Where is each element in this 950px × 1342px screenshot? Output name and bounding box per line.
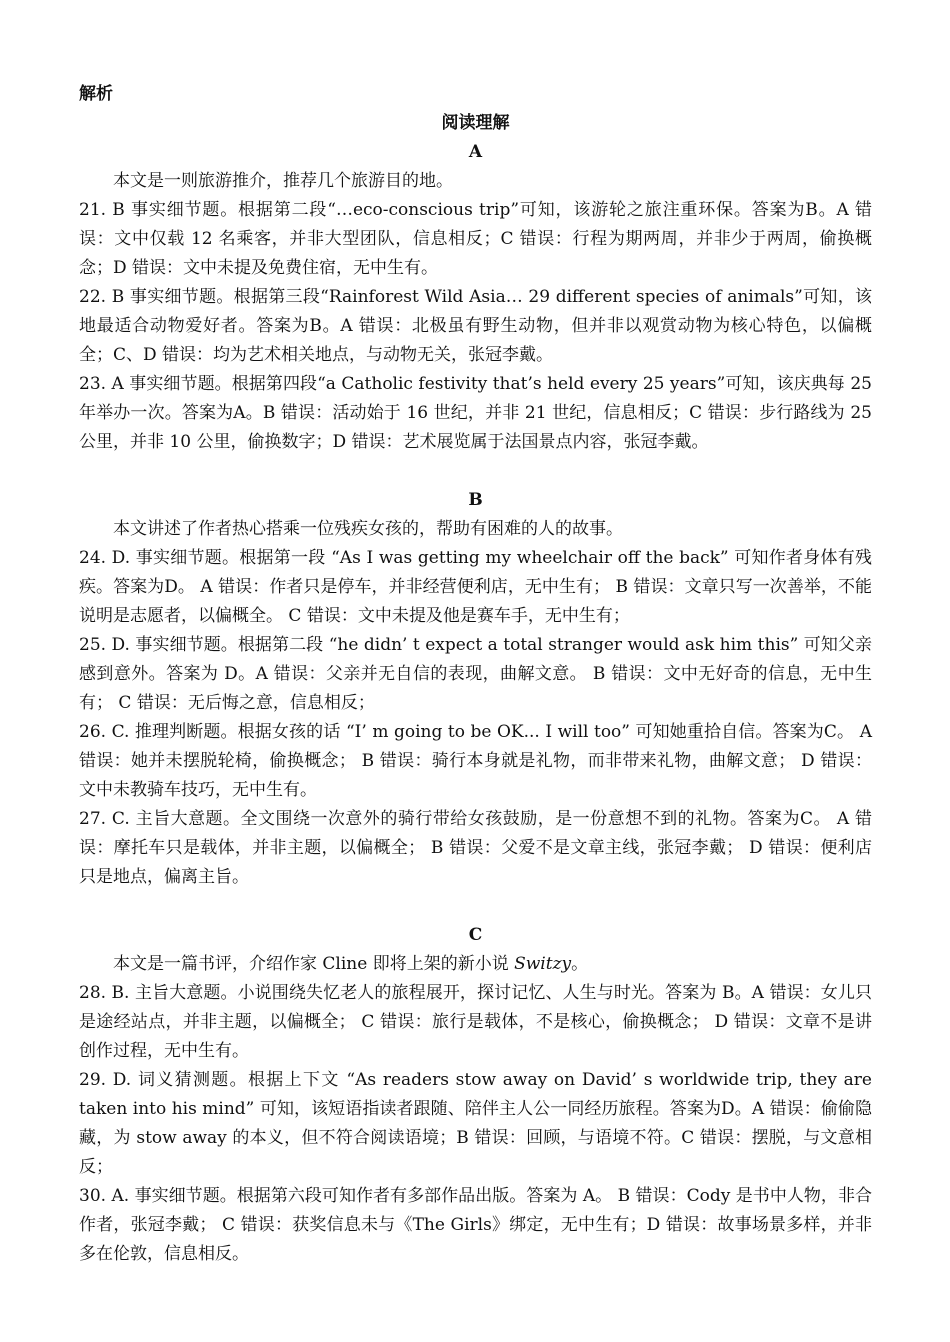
answer-item: 22. B 事实细节题。根据第三段“Rainforest Wild Asia… 29 different species of animals”可知，该地最适合动物爱好者。答案为B。A 错误：北极虽有野生动物，但并非以观赏动物为核心特色，以偏概全；C、D 错误：均为艺术相关地点，与动物无关，张冠李戴。 — [79, 287, 872, 365]
book-title: Switzy — [514, 954, 572, 974]
answer-item: 23. A 事实细节题。根据第四段“a Catholic festivity that’s held every 25 years”可知，该庆典每 25 年举办一次。答案为A。B 错误：活动始于 16 世纪，并非 21 世纪，信息相反；C 错误：步行路线为 25 公里，并非 10 公里，偷换数字；D 错误：艺术展览属于法国景点内容，张冠李戴。 — [79, 374, 872, 452]
section-intro: 本文是一则旅游推介，推荐几个旅游目的地。 — [113, 171, 453, 191]
section-spacer — [79, 892, 872, 921]
intro-end: 。 — [571, 954, 589, 974]
section-heading: C — [468, 925, 483, 945]
section-a — [79, 138, 872, 457]
doc-title: 阅读理解 — [441, 113, 510, 133]
answer-item: 28. B. 主旨大意题。小说围绕失忆老人的旅程展开，探讨记忆、人生与时光。答案为 B。A 错误：女儿只是途经站点，并非主题，以偏概全； C 错误：旅行是载体，不是核心，偷换概念； D 错误：文章不是讲创作过程，无中生有。 — [79, 983, 872, 1061]
section-intro — [79, 950, 872, 979]
answer-item: 27. C. 主旨大意题。全文围绕一次意外的骑行带给女孩鼓励，是一份意想不到的礼物。答案为C。 A 错误：摩托车只是载体，并非主题，以偏概全； B 错误：父爱不是文章主线，张冠李戴； D 错误：便利店只是地点，偏离主旨。 — [79, 809, 872, 887]
answer-item: 25. D. 事实细节题。根据第二段 “he didn’ t expect a total stranger would ask him this” 可知父亲感到意外。答案为 D。A 错误：父亲并无自信的表现，曲解文意。 B 错误：文中无好奇的信息，无中生有； C 错误：无后悔之意，信息相反； — [79, 635, 872, 713]
section-heading: A — [468, 142, 483, 162]
intro-text: 本文是一篇书评，介绍作家 Cline 即将上架的新小说 — [113, 954, 515, 974]
doc-label: 解析 — [79, 84, 113, 104]
section-c — [79, 921, 872, 1269]
section-spacer — [79, 457, 872, 486]
answer-item: 21. B 事实细节题。根据第二段“…eco-conscious trip”可知，该游轮之旅注重环保。答案为B。A 错误：文中仅载 12 名乘客，并非大型团队，信息相反；C 错误：行程为期两周，并非少于两周，偷换概念；D 错误：文中未提及免费住宿，无中生有。 — [79, 200, 872, 278]
answer-item: 24. D. 事实细节题。根据第一段 “As I was getting my wheelchair off the back” 可知作者身体有残疾。答案为D。 A 错误：作者只是停车，并非经营便利店，无中生有； B 错误：文章只写一次善举，不能说明是志愿者，以偏概全。 C 错误：文中未提及他是赛车手，无中生有； — [79, 548, 872, 626]
section-heading: B — [468, 490, 483, 510]
answer-item: 29. D. 词义猜测题。根据上下文 “As readers stow away on David’ s worldwide trip, they are taken into his mind” 可知，该短语指读者跟随、陪伴主人公一同经历旅程。答案为D。A 错误：偷偷隐藏，为 stow away 的本义，但不符合阅读语境；B 错误：回顾，与语境不符。C 错误：摆脱，与文意相反； — [79, 1070, 872, 1177]
answer-item: 30. A. 事实细节题。根据第六段可知作者有多部作品出版。答案为 A。 B 错误：Cody 是书中人物，非合作者，张冠李戴； C 错误：获奖信息未与《The Girls》绑定，无中生有；D 错误：故事场景多样，并非多在伦敦，信息相反。 — [79, 1186, 872, 1264]
section-intro: 本文讲述了作者热心搭乘一位残疾女孩的，帮助有困难的人的故事。 — [113, 519, 623, 539]
answer-item: 26. C. 推理判断题。根据女孩的话 “I’ m going to be OK... I will too” 可知她重拾自信。答案为C。 A 错误：她并未摆脱轮椅，偷换概念； B 错误：骑行本身就是礼物，而非带来礼物，曲解文意； D 错误：文中未教骑车技巧，无中生有。 — [79, 722, 872, 800]
section-b — [79, 486, 872, 892]
